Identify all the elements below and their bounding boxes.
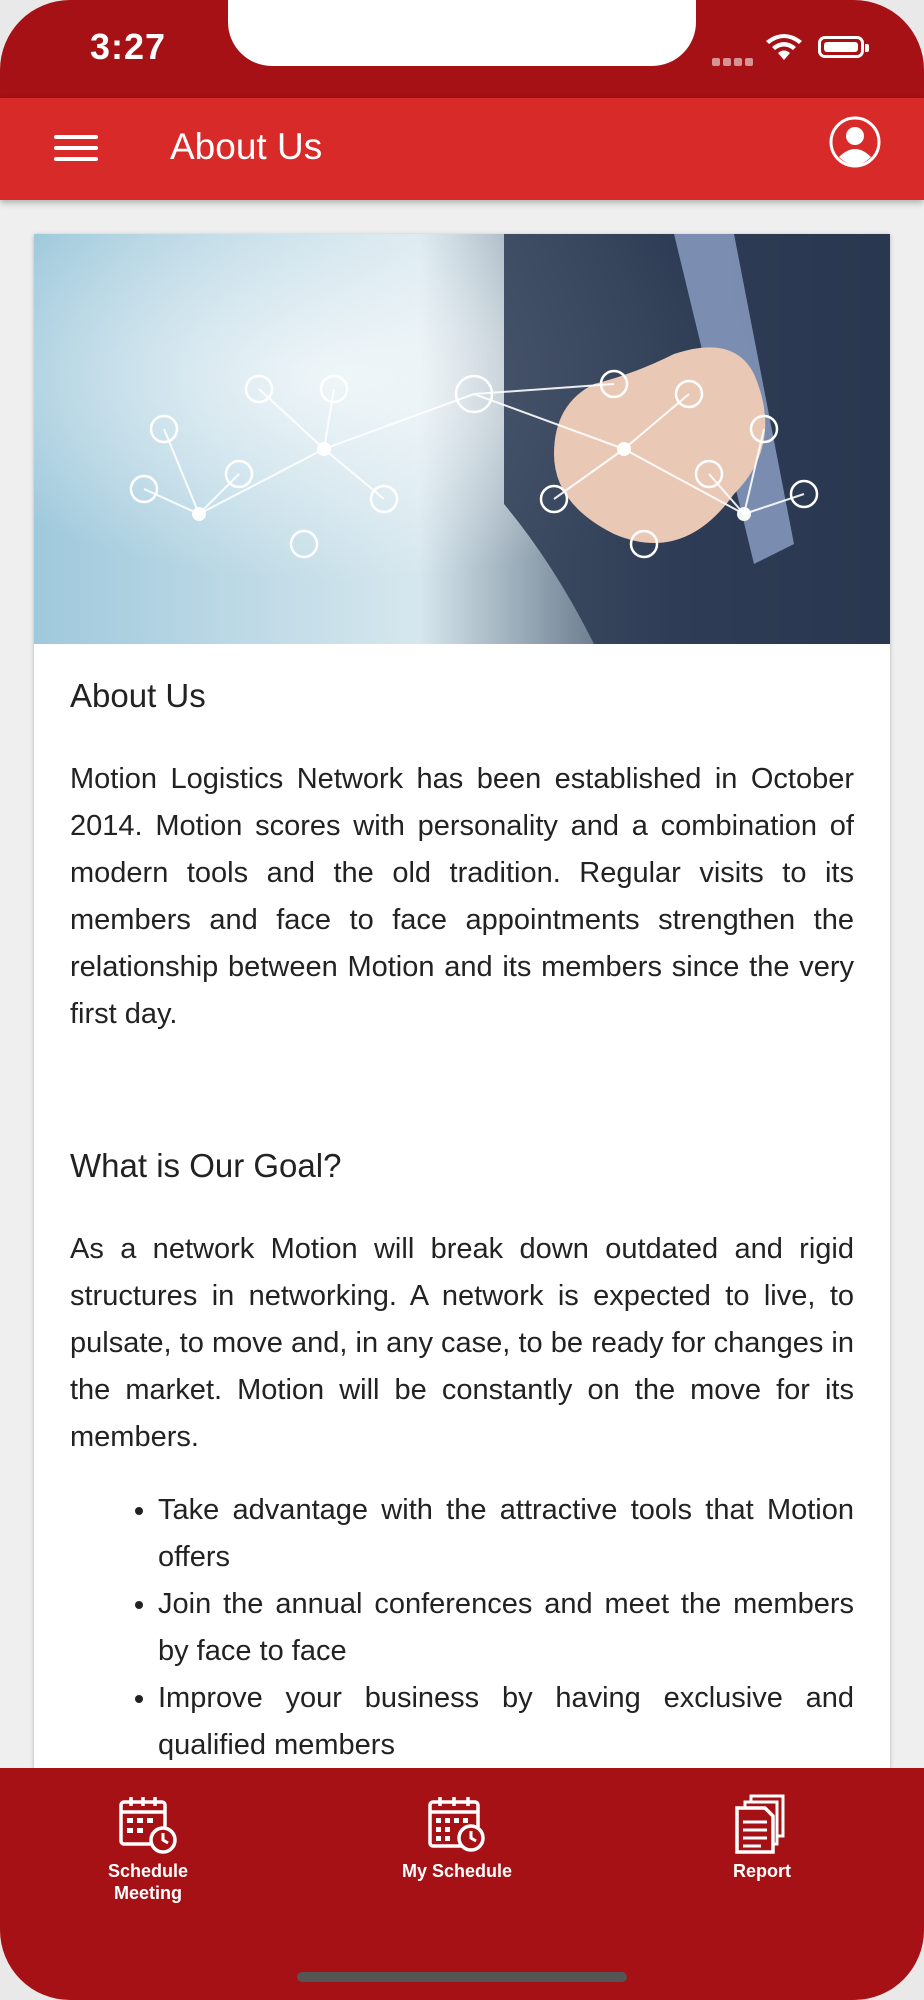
app-bar [0, 98, 924, 200]
status-bar [0, 0, 924, 98]
card-body [34, 674, 890, 1768]
nav-schedule-meeting[interactable] [58, 1794, 238, 1904]
goal-heading: What is Our Goal? [70, 1147, 342, 1184]
hamburger-menu-icon [54, 135, 98, 139]
about-heading: About Us [70, 677, 206, 714]
battery-icon [818, 36, 864, 58]
about-paragraph: Motion Logistics Network has been established in October 2014. Motion scores with personality and a combination of modern tools and the old tradition. Regular visits to its members and face to face appointments strengthen the relationship between Motion and its members since the very first day. [70, 763, 854, 1030]
list-item: • Improve your business by having exclusive and qualified members [158, 1675, 854, 1768]
cellular-signal-icon [712, 53, 756, 71]
calendar-clock-icon [117, 1794, 179, 1856]
about-card [34, 234, 890, 1768]
page-title: About Us [170, 126, 323, 167]
nav-label: Schedule Meeting [107, 1861, 189, 1903]
calendar-check-icon [426, 1794, 488, 1856]
user-profile-icon[interactable] [828, 115, 882, 169]
nav-report[interactable] [672, 1794, 852, 1882]
bottom-navigation [0, 1768, 924, 2000]
wifi-icon [764, 34, 804, 62]
menu-button[interactable] [54, 128, 98, 170]
list-item: • Join the annual conferences and meet the members by face to face [158, 1581, 854, 1675]
goal-paragraph: As a network Motion will break down outdated and rigid structures in networking. A network is expected to live, to pulsate, to move and, in any case, to be ready for changes in the market. Motion will be constantly on the move for its members. [70, 1233, 854, 1453]
nav-label: Report [733, 1861, 791, 1881]
nav-label: My Schedule [401, 1861, 513, 1881]
hero-image [34, 234, 890, 644]
device-notch [228, 0, 696, 66]
nav-my-schedule[interactable] [367, 1794, 547, 1882]
content-scroll[interactable] [0, 200, 924, 1768]
home-indicator[interactable] [297, 1972, 627, 1982]
status-time: 3:27 [90, 26, 167, 67]
report-documents-icon [731, 1794, 793, 1856]
list-item: • Take advantage with the attractive tools that Motion offers [158, 1487, 854, 1581]
goal-bullet-list [70, 1487, 854, 1768]
